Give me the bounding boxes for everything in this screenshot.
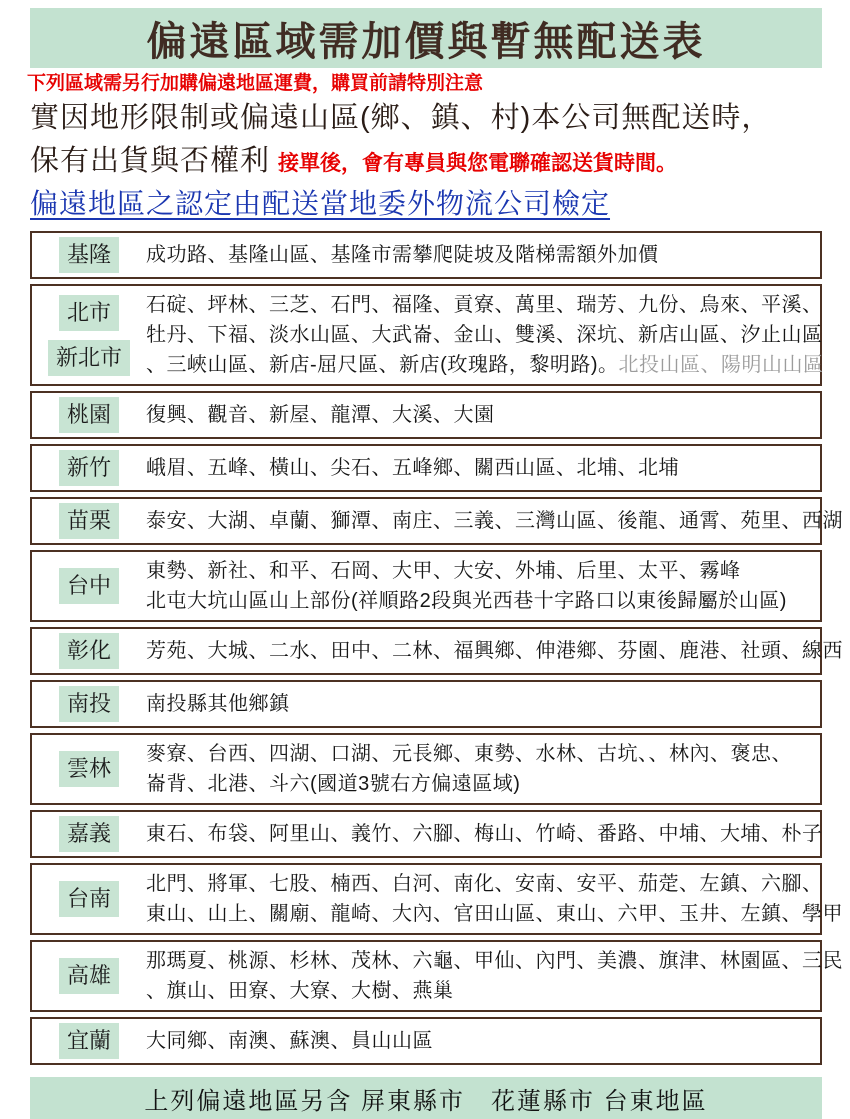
policy-line-1: 實因地形限制或偏遠山區(鄉、鎮、村)本公司無配送時， (30, 102, 772, 134)
title-banner (30, 8, 822, 68)
region-areas (134, 946, 843, 1006)
region-label: 南投 (59, 686, 119, 722)
region-label-group (38, 568, 134, 604)
region-label-group (38, 816, 134, 852)
region-areas-line: 峨眉、五峰、橫山、尖石、五峰鄉、關西山區、北埔、北埔 (146, 457, 679, 479)
region-label: 嘉義 (59, 816, 119, 852)
table-row (30, 550, 822, 622)
region-label: 新竹 (59, 450, 119, 486)
table-row (30, 810, 822, 858)
region-areas-line: 石碇、坪林、三芝、石門、福隆、貢寮、萬里、瑞芳、九份、烏來、平溪、 (146, 294, 823, 316)
table-row (30, 284, 822, 386)
table-row (30, 231, 822, 279)
region-label-group (38, 295, 134, 376)
region-areas (134, 453, 814, 483)
region-label-group (38, 1023, 134, 1059)
region-table (30, 231, 843, 1065)
region-areas-line: 麥寮、台西、四湖、口湖、元長鄉、東勢、水林、古坑、、林內、褒忠、 (146, 743, 792, 765)
table-row (30, 391, 822, 439)
region-areas (134, 1026, 814, 1056)
region-areas (134, 636, 843, 666)
footer-text: 上列偏遠地區另含 屏東縣市 花蓮縣市 台東地區 (144, 1087, 708, 1115)
region-label: 雲林 (59, 751, 119, 787)
footer-banner (30, 1077, 822, 1119)
region-areas (134, 290, 823, 380)
region-label: 台中 (59, 568, 119, 604)
region-areas-line: 南投縣其他鄉鎮 (146, 693, 290, 715)
region-label-group (38, 633, 134, 669)
table-row (30, 733, 822, 805)
region-areas-line: 、旗山、田寮、大寮、大樹、燕巢 (146, 980, 454, 1002)
table-row (30, 940, 843, 1012)
region-label: 桃園 (59, 397, 119, 433)
region-areas-line: 崙背、北港、斗六(國道3號右方偏遠區域) (146, 773, 521, 795)
region-areas (134, 556, 814, 616)
region-areas (134, 240, 814, 270)
region-areas-line: 泰安、大湖、卓蘭、獅潭、南庄、三義、三灣山區、後龍、通霄、苑里、西湖 (146, 510, 843, 532)
region-label-group (38, 397, 134, 433)
region-areas-line: 那瑪夏、桃源、杉林、茂林、六龜、甲仙、內門、美濃、旗津、林園區、三民 (146, 950, 843, 972)
region-label-group (38, 503, 134, 539)
region-label-group (38, 751, 134, 787)
region-areas-line: 東石、布袋、阿里山、義竹、六腳、梅山、竹崎、番路、中埔、大埔、朴子 (146, 823, 823, 845)
region-areas (134, 689, 814, 719)
region-areas-line: 成功路、基隆山區、基隆市需攀爬陡坡及階梯需額外加價 (146, 244, 659, 266)
region-label-group (38, 237, 134, 273)
gray-area-note: 北投山區、陽明山山區 (618, 354, 824, 376)
table-row (30, 444, 822, 492)
region-areas (134, 739, 814, 799)
region-areas-line: 北門、將軍、七股、楠西、白河、南化、安南、安平、茄萣、左鎮、六腳、 (146, 873, 823, 895)
region-areas-line: 復興、觀音、新屋、龍潭、大溪、大園 (146, 404, 495, 426)
table-row (30, 1017, 822, 1065)
table-row (30, 497, 843, 545)
region-label: 彰化 (59, 633, 119, 669)
region-label: 基隆 (59, 237, 119, 273)
region-areas-line: 東山、山上、關廟、龍崎、大內、官田山區、東山、六甲、玉井、左鎮、學甲 (146, 903, 843, 925)
region-label-group (38, 958, 134, 994)
policy-line-2 (30, 139, 822, 185)
red-warning-text: 下列區域需另行加購偏遠地區運費，購買前請特別注意 (27, 73, 484, 94)
region-label: 高雄 (59, 958, 119, 994)
region-areas (134, 400, 814, 430)
region-label: 新北市 (48, 340, 130, 376)
region-label: 台南 (59, 881, 119, 917)
region-label: 苗栗 (59, 503, 119, 539)
region-areas-line: 芳苑、大城、二水、田中、二林、福興鄉、伸港鄉、芬園、鹿港、社頭、線西 (146, 640, 843, 662)
table-row (30, 627, 843, 675)
blue-definition-text: 偏遠地區之認定由配送當地委外物流公司檢定 (30, 188, 611, 219)
policy-line-2-red-note: 接單後，會有專員與您電聯確認送貨時間。 (278, 151, 678, 175)
table-row (30, 680, 822, 728)
region-areas (134, 506, 843, 536)
region-areas-line: 牡丹、下福、淡水山區、大武崙、金山、雙溪、深坑、新店山區、汐止山區 (146, 324, 823, 346)
region-areas (134, 819, 823, 849)
region-areas-line: 東勢、新社、和平、石岡、大甲、大安、外埔、后里、太平、霧峰 (146, 560, 741, 582)
page-title: 偏遠區域需加價與暫無配送表 (146, 19, 706, 64)
region-label: 宜蘭 (59, 1023, 119, 1059)
region-label-group (38, 450, 134, 486)
region-areas (134, 869, 843, 929)
table-row (30, 863, 843, 935)
region-areas-line: 北屯大坑山區山上部份(祥順路2段與光西巷十字路口以東後歸屬於山區) (146, 590, 787, 612)
region-label-group (38, 881, 134, 917)
policy-line-2-black: 保有出貨與否權利 (30, 145, 271, 177)
region-areas-line: 、三峽山區、新店-屈尺區、新店(玫瑰路，黎明路)。北投山區、陽明山山區 (146, 354, 824, 376)
region-areas-line: 大同鄉、南澳、蘇澳、員山山區 (146, 1030, 433, 1052)
region-label-group (38, 686, 134, 722)
region-label: 北市 (59, 295, 119, 331)
